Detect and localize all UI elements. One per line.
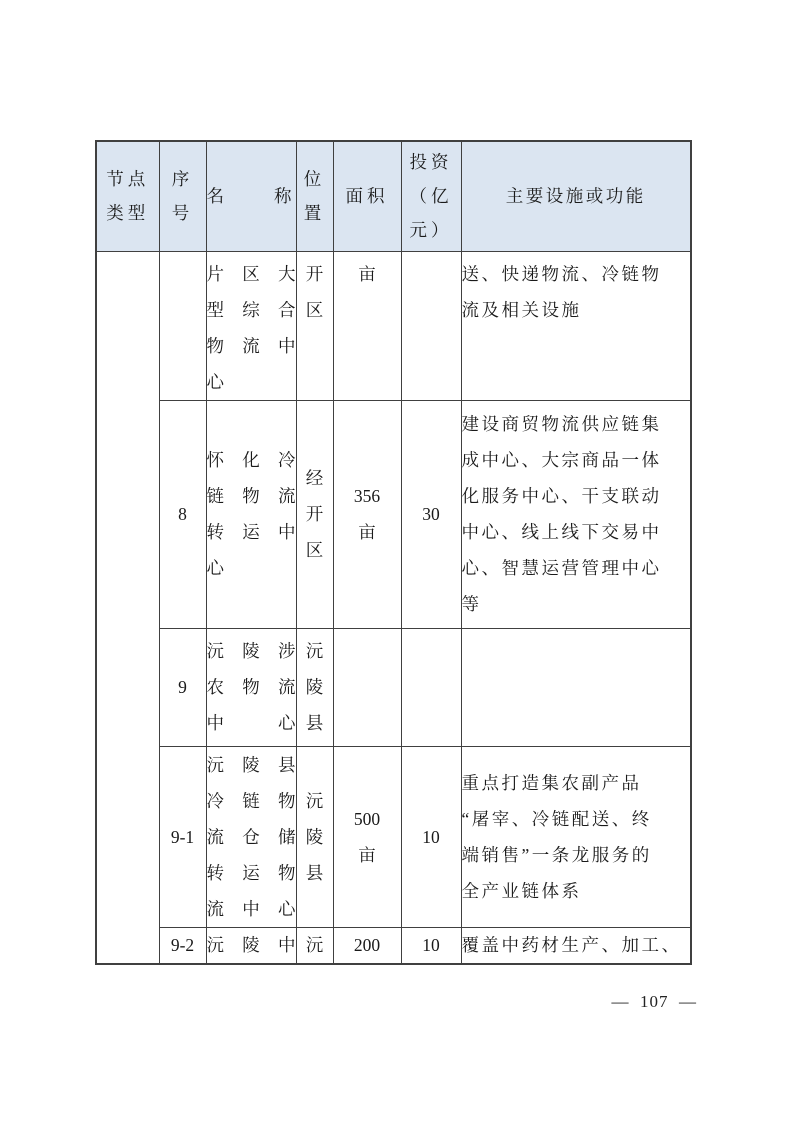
cell-name: 沅陵中 [206,927,296,964]
table-row-9 [96,628,691,746]
cell-investment: 10 [401,927,461,964]
cell-name: 怀化冷 链物流 转运中 心 [206,400,296,628]
cell-functions: 送、快递物流、冷链物 流及相关设施 [461,251,691,400]
cell-investment [401,628,461,746]
cell-seq [159,251,206,400]
cell-location: 沅 [296,927,333,964]
col-header-seq: 序 号 [159,141,206,251]
table-row-continued [96,251,691,400]
col-header-area: 面积 [333,141,401,251]
page-number: — 107 — [611,992,697,1011]
cell-area: 356 亩 [333,400,401,628]
cell-functions: 重点打造集农副产品 “屠宰、冷链配送、终 端销售”一条龙服务的 全产业链体系 [461,746,691,927]
table-row-9-2 [96,927,691,964]
col-header-location: 位 置 [296,141,333,251]
cell-area: 500 亩 [333,746,401,927]
col-header-functions: 主要设施或功能 [461,141,691,251]
logistics-projects-table [95,140,692,965]
cell-seq: 8 [159,400,206,628]
cell-seq: 9 [159,628,206,746]
cell-investment: 30 [401,400,461,628]
cell-investment [401,251,461,400]
col-header-node-type: 节点 类型 [96,141,159,251]
cell-seq: 9-2 [159,927,206,964]
table-row-9-1 [96,746,691,927]
cell-location: 开 区 [296,251,333,400]
cell-name: 沅陵县 冷链物 流仓储 转运物 流中心 [206,746,296,927]
table-header-row [96,141,691,251]
cell-name: 片区大 型综合 物流中 心 [206,251,296,400]
cell-functions: 建设商贸物流供应链集 成中心、大宗商品一体 化服务中心、干支联动 中心、线上线下交易中 心、智慧运营管理中心 等 [461,400,691,628]
cell-name: 沅陵涉 农物流 中心 [206,628,296,746]
cell-investment: 10 [401,746,461,927]
cell-location: 沅 陵 县 [296,746,333,927]
cell-area: 200 [333,927,401,964]
cell-seq: 9-1 [159,746,206,927]
cell-node-type-merged [96,251,159,964]
col-header-name: 名称 [206,141,296,251]
cell-area: 亩 [333,251,401,400]
cell-functions: 覆盖中药材生产、加工、 [461,927,691,964]
table-row-8 [96,400,691,628]
cell-location: 经 开 区 [296,400,333,628]
cell-area [333,628,401,746]
cell-location: 沅 陵 县 [296,628,333,746]
col-header-investment: 投资 （亿 元） [401,141,461,251]
cell-functions [461,628,691,746]
